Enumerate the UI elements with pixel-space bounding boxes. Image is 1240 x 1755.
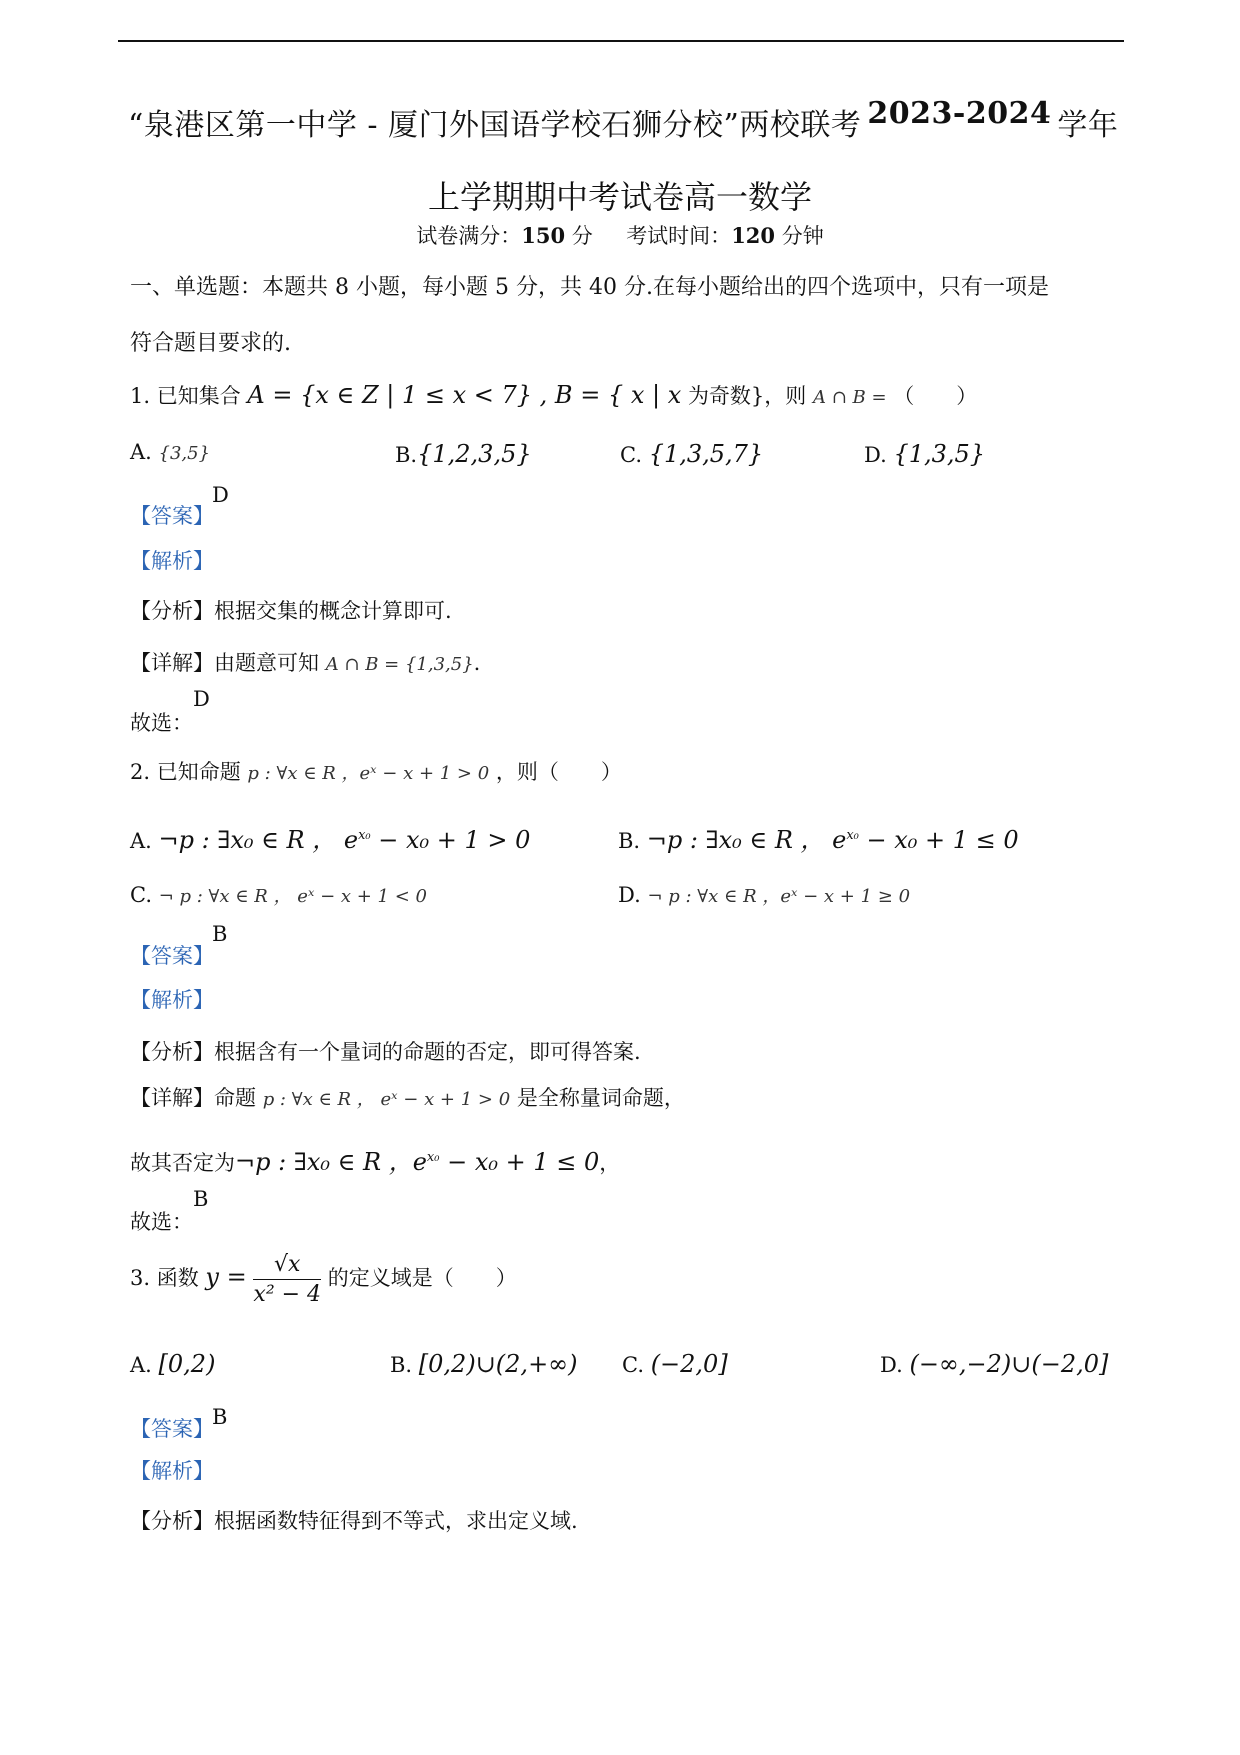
q3-analysis-label: 【解析】 [130, 1459, 214, 1483]
q2-xiangjie: 【详解】命题 p : ∀x ∈ R ， eˣ − x + 1 > 0 是全称量词命题， [130, 1086, 685, 1110]
q3-fraction: $\frac{√x}{\text{x² − 4}}$ [253, 1252, 322, 1307]
score-label: 试卷满分： [416, 224, 522, 248]
q1-stem-math2: A ∩ B = [813, 387, 887, 408]
q2-option-c: C. ¬ p : ∀x ∈ R ， eˣ − x + 1 < 0 [130, 883, 427, 907]
time-label: 考试时间： [626, 224, 732, 248]
q1-guxuan: 故选： [130, 711, 193, 735]
q1-answer-value: D [212, 483, 229, 507]
q3-stem: 3. 函数 y = $\frac{√x}{\text{x² − 4}}$ 的定义域是（ ） [130, 1252, 517, 1307]
score-value: 150 [521, 223, 566, 248]
section-heading-line2: 符合题目要求的. [130, 331, 291, 356]
q3-option-a: A. [0,2) [130, 1350, 216, 1378]
q2-fenxi: 【分析】根据含有一个量词的命题的否定，即可得答案. [130, 1040, 641, 1064]
q1-option-c: C. {1,3,5,7} [620, 440, 764, 468]
q1-xiangjie: 【详解】由题意可知 A ∩ B = {1,3,5}. [130, 651, 481, 675]
q1-option-d: D. {1,3,5} [864, 440, 986, 468]
title-school-names: “泉港区第一中学 - 厦门外国语学校石狮分校”两校联考 [128, 108, 862, 143]
q1-choice: D [193, 687, 210, 711]
q3-answer: 【答案】 [130, 1417, 214, 1441]
q2-option-d: D. ¬ p : ∀x ∈ R ，eˣ − x + 1 ≥ 0 [618, 883, 911, 907]
q1-stem-paren: （ ） [893, 384, 978, 408]
q1-number: 1. [130, 384, 151, 408]
score-unit: 分 [571, 224, 593, 248]
q2-stem: 2. 已知命题 p : ∀x ∈ R ，eˣ − x + 1 > 0 ，则（ ） [130, 760, 622, 784]
q1-stem-prefix: 已知集合 [156, 384, 241, 408]
q1-option-a: A. {3,5} [130, 440, 211, 464]
q2-option-a: A. ¬p : ∃x₀ ∈ R ， $e^{x_0} - x_0 + 1 > 0$ [130, 826, 531, 854]
time-value: 120 [731, 223, 776, 248]
exam-title-line1 [128, 96, 1119, 144]
time-unit: 分钟 [781, 224, 824, 248]
exam-meta [0, 220, 1240, 250]
q3-fenxi: 【分析】根据函数特征得到不等式，求出定义域. [130, 1509, 578, 1533]
q2-negation: 故其否定为¬p : ∃x₀ ∈ R ，$e^{x_0} - x_0 + 1 \le 0$， [130, 1148, 621, 1176]
q1-stem-math: A = {x ∈ Z | 1 ≤ x < 7} , B = { x | x [247, 381, 682, 409]
q2-analysis-label: 【解析】 [130, 988, 214, 1012]
exam-title-line2: 上学期期中考试卷高一数学 [427, 178, 812, 216]
q3-option-d: D. (−∞,−2)∪(−2,0] [880, 1350, 1109, 1378]
q1-answer: 【答案】 [130, 504, 214, 528]
q1-analysis-label: 【解析】 [130, 549, 214, 573]
q1-fenxi: 【分析】根据交集的概念计算即可. [130, 599, 452, 623]
q3-option-c: C. (−2,0] [622, 1350, 728, 1378]
q2-option-b: B. ¬p : ∃x₀ ∈ R ， $e^{x_0} - x_0 + 1 \le 0$ [618, 826, 1019, 854]
q2-answer-value: B [212, 922, 228, 946]
q2-answer: 【答案】 [130, 944, 214, 968]
q3-option-b: B. [0,2)∪(2,+∞) [390, 1350, 578, 1378]
q1-stem [130, 380, 977, 410]
top-rule [118, 40, 1124, 42]
q2-choice: B [193, 1187, 209, 1211]
title-xuenian: 学年 [1057, 108, 1119, 143]
q1-option-b: B.{1,2,3,5} [395, 440, 532, 468]
section-heading-line1: 一、单选题：本题共 8 小题，每小题 5 分，共 40 分.在每小题给出的四个选项中，只有一项是 [130, 275, 1049, 300]
q3-answer-value: B [212, 1405, 228, 1429]
title-year: 2023-2024 [867, 96, 1052, 131]
q2-guxuan: 故选： [130, 1210, 193, 1234]
q1-stem-mid: 为奇数}，则 [687, 384, 807, 408]
